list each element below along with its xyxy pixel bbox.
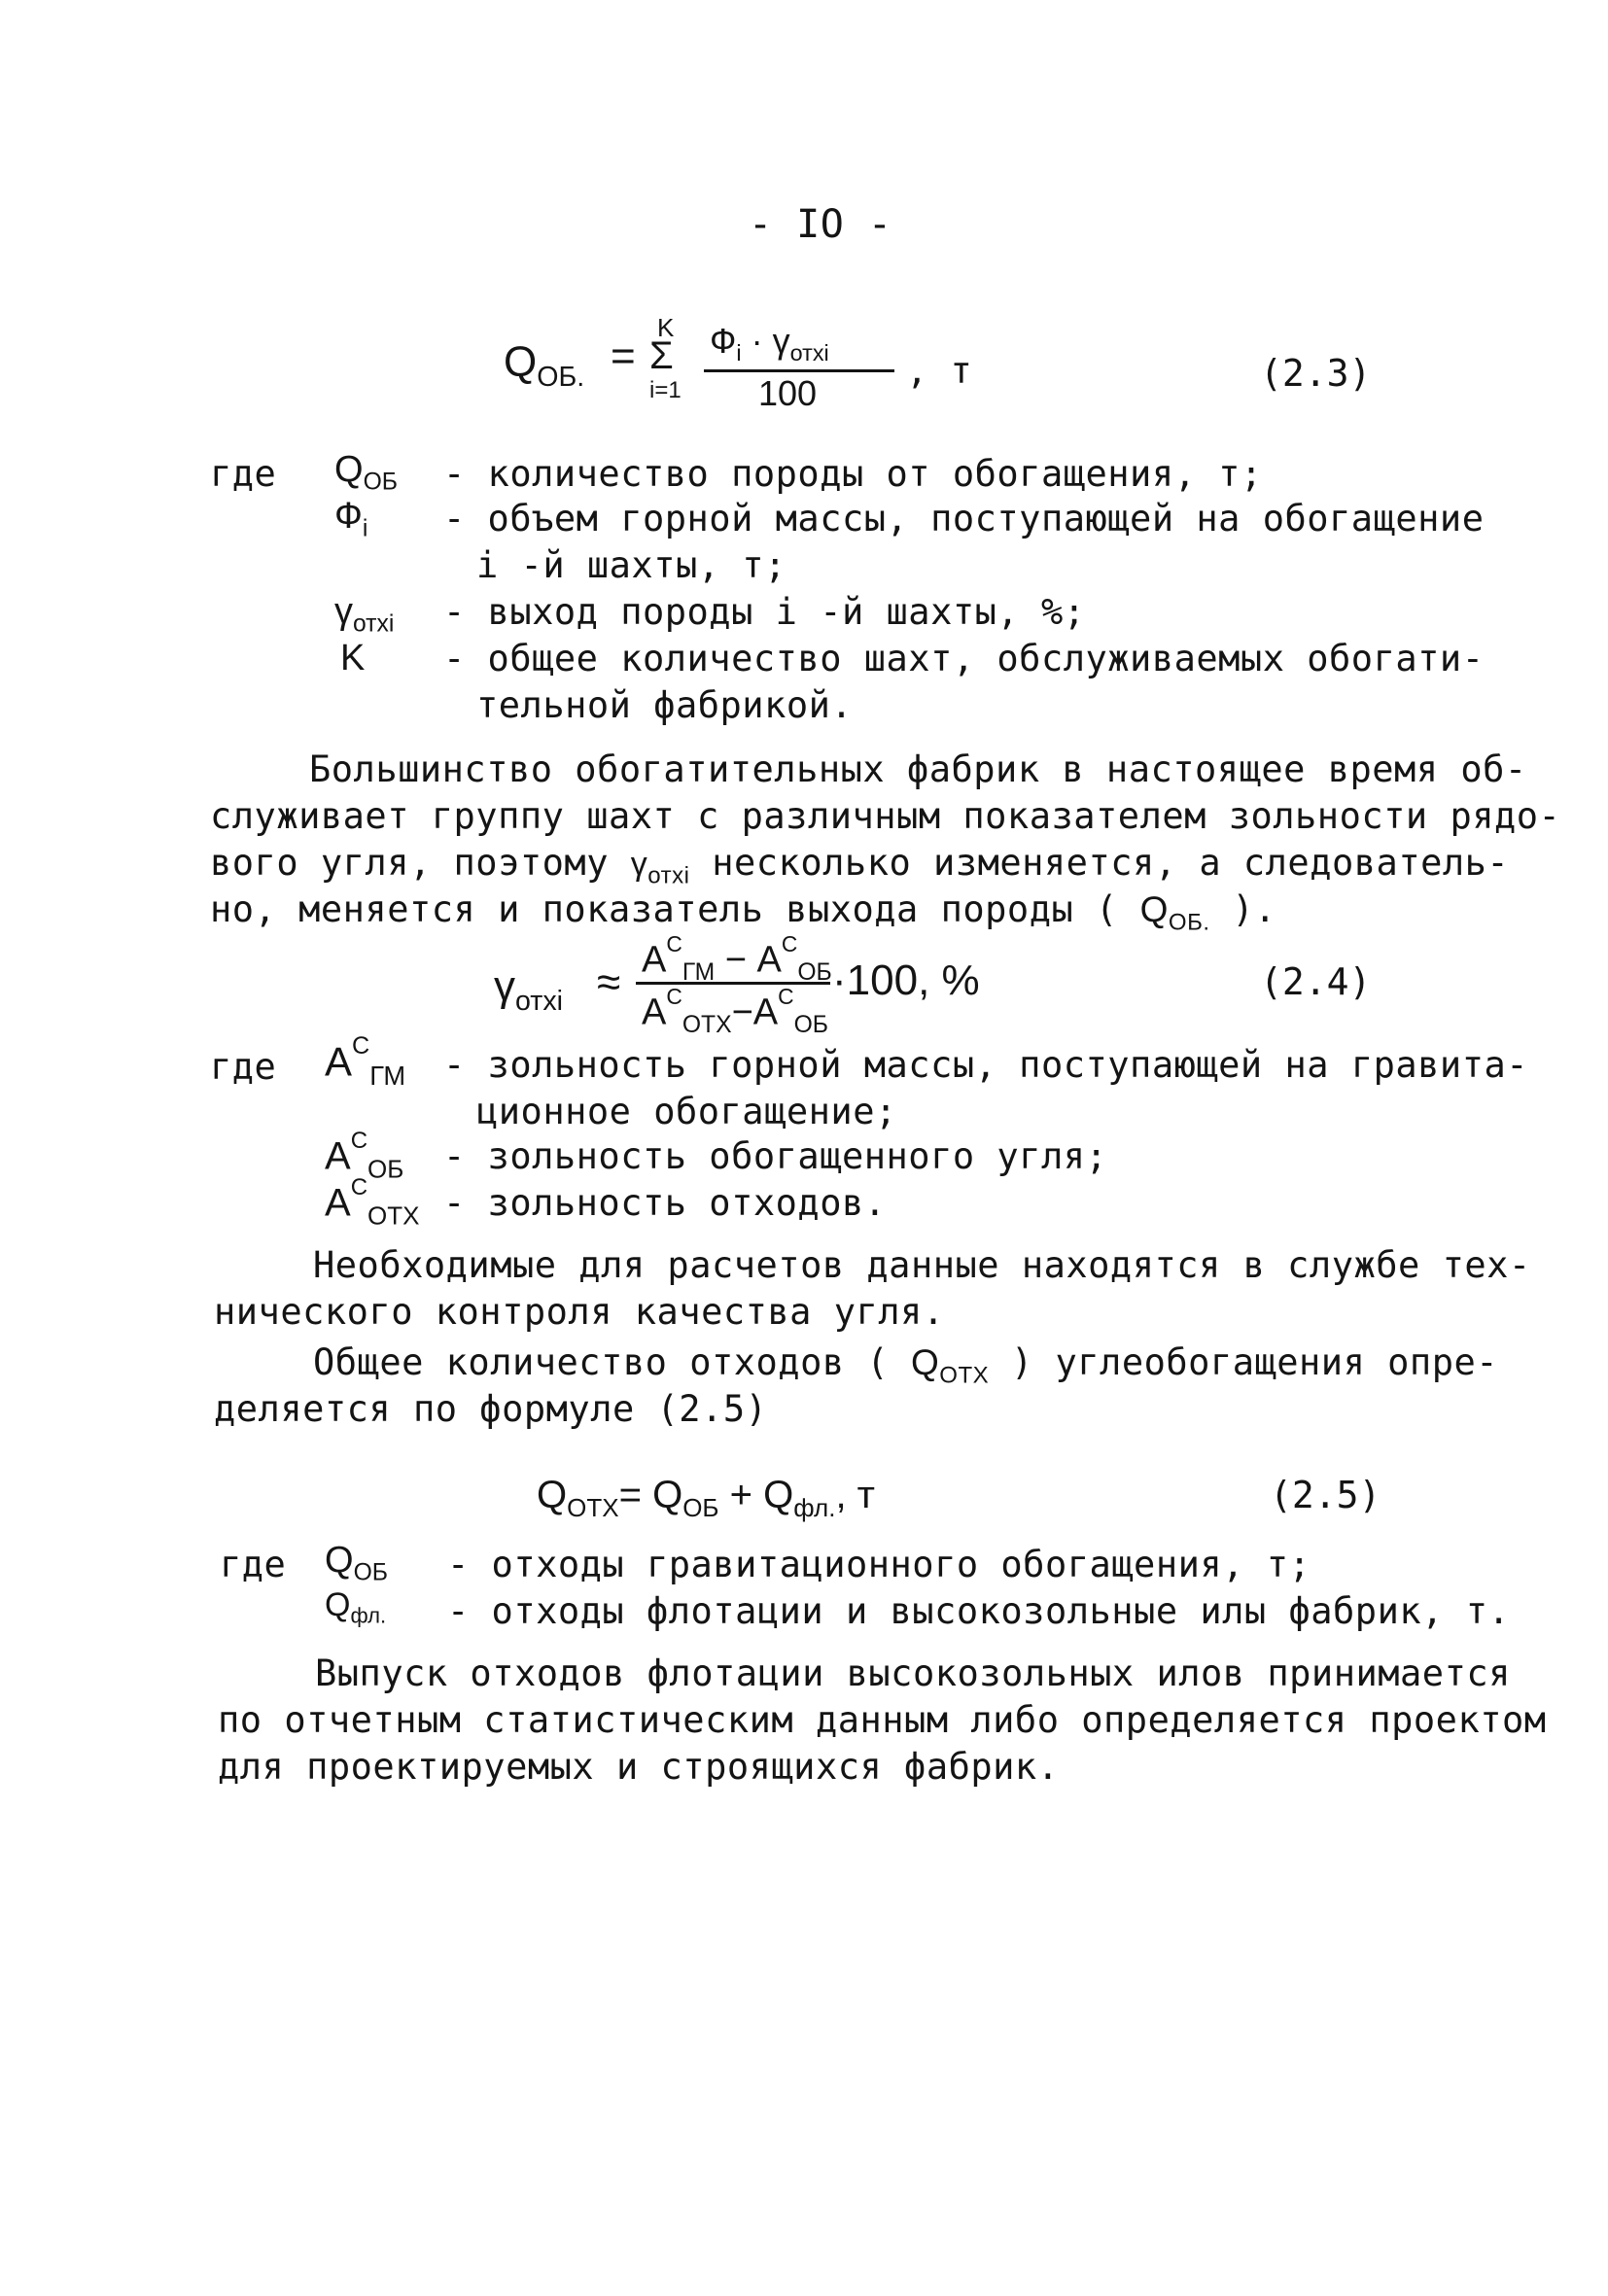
- where-label: где: [210, 1046, 277, 1088]
- where-label: где: [210, 453, 277, 495]
- def-symbol: $A^С_{ГМ}$: [325, 1032, 406, 1092]
- text-line: Необходимые для расчетов данные находятся в службе тех-: [313, 1244, 1531, 1286]
- def-text: - зольность отходов.: [443, 1182, 887, 1224]
- def-symbol: $\gamma_{отхi}$: [334, 591, 395, 638]
- def-symbol: $Q_{ОБ}$: [325, 1540, 388, 1586]
- eq24-tail: ·100, %: [832, 957, 980, 1004]
- text-line: Большинство обогатительных фабрик в настоящее время об-: [309, 748, 1527, 790]
- eq23-numerator: $Ф_i \cdot \gamma_{отхi}$: [710, 321, 829, 366]
- def-text: - зольность горной массы, поступающей на гравита-: [443, 1044, 1529, 1086]
- def-text: - объем горной массы, поступающей на обогащение: [443, 498, 1485, 539]
- def-symbol: $Q_{ОБ}$: [334, 449, 398, 496]
- text-line: служивает группу шахт с различным показателем зольности рядо-: [210, 795, 1561, 837]
- def-symbol: K: [340, 638, 366, 678]
- eq25-number: (2.5): [1270, 1474, 1381, 1516]
- def-symbol: $A^С_{ОБ}$: [325, 1128, 404, 1184]
- text-line: для проектируемых и строящихся фабрик.: [218, 1746, 1060, 1788]
- def-text: - выход породы i -й шахты, %;: [443, 591, 1086, 633]
- eq23-number: (2.3): [1260, 352, 1372, 395]
- eq23-denominator: 100: [758, 373, 818, 413]
- def-text: i -й шахты, т;: [476, 544, 787, 586]
- def-text: - количество породы от обогащения, т;: [443, 453, 1263, 495]
- eq23-unit: , т: [906, 350, 973, 392]
- eq24-lhs: $\gamma_{отхi}$: [494, 962, 564, 1017]
- eq23-sum-sign: Σ: [649, 334, 674, 377]
- text-line: вого угля, поэтому $\gamma_{отхi}$ несколько изменяется, а следователь-: [210, 842, 1510, 889]
- page-number: - IO -: [749, 202, 892, 247]
- def-text: - общее количество шахт, обслуживаемых обогати-: [443, 638, 1485, 679]
- eq25-formula: $Q_{ОТХ}= Q_{ОБ} + Q_{фл.}$, т: [537, 1474, 875, 1523]
- eq24-number: (2.4): [1260, 960, 1372, 1003]
- def-text: - отходы гравитационного обогащения, т;: [447, 1544, 1311, 1585]
- eq24-denominator: $A^С_{ОТХ}-A^С_{ОБ}$: [642, 984, 829, 1039]
- eq23-equals: =: [611, 332, 636, 380]
- def-symbol: $A^С_{ОТХ}$: [325, 1174, 420, 1231]
- eq23-fraction-bar: [704, 369, 894, 372]
- text-line: деляется по формуле (2.5): [214, 1388, 768, 1430]
- def-text: - зольность обогащенного угля;: [443, 1135, 1108, 1177]
- def-symbol: $Q_{фл.}$: [325, 1586, 387, 1628]
- def-text: ционное обогащение;: [476, 1091, 897, 1132]
- def-text: тельной фабрикой.: [476, 684, 854, 726]
- eq23-sum-bottom: i=1: [649, 377, 682, 403]
- eq24-numerator: $A^С_{ГМ} - A^С_{ОБ}$: [642, 931, 832, 987]
- where-label: где: [220, 1544, 287, 1585]
- text-line: Общее количество отходов ( $Q_{ОТХ}$ ) углеобогащения опре-: [313, 1341, 1499, 1389]
- eq24-approx: ≈: [597, 958, 621, 1006]
- def-text: - отходы флотации и высокозольные илы фабрик, т.: [447, 1590, 1511, 1632]
- text-line: Выпуск отходов флотации высокозольных илов принимается: [315, 1652, 1511, 1694]
- eq23-sum-top: K: [657, 313, 675, 342]
- text-line: по отчетным статистическим данным либо определяется проектом: [218, 1699, 1547, 1741]
- text-line: но, меняется и показатель выхода породы ( $Q_{ОБ.}$ ).: [210, 888, 1276, 936]
- text-line: нического контроля качества угля.: [214, 1291, 945, 1333]
- def-symbol: $Ф_i$: [334, 496, 368, 542]
- eq23-lhs: $Q_{ОБ.}$: [504, 338, 585, 393]
